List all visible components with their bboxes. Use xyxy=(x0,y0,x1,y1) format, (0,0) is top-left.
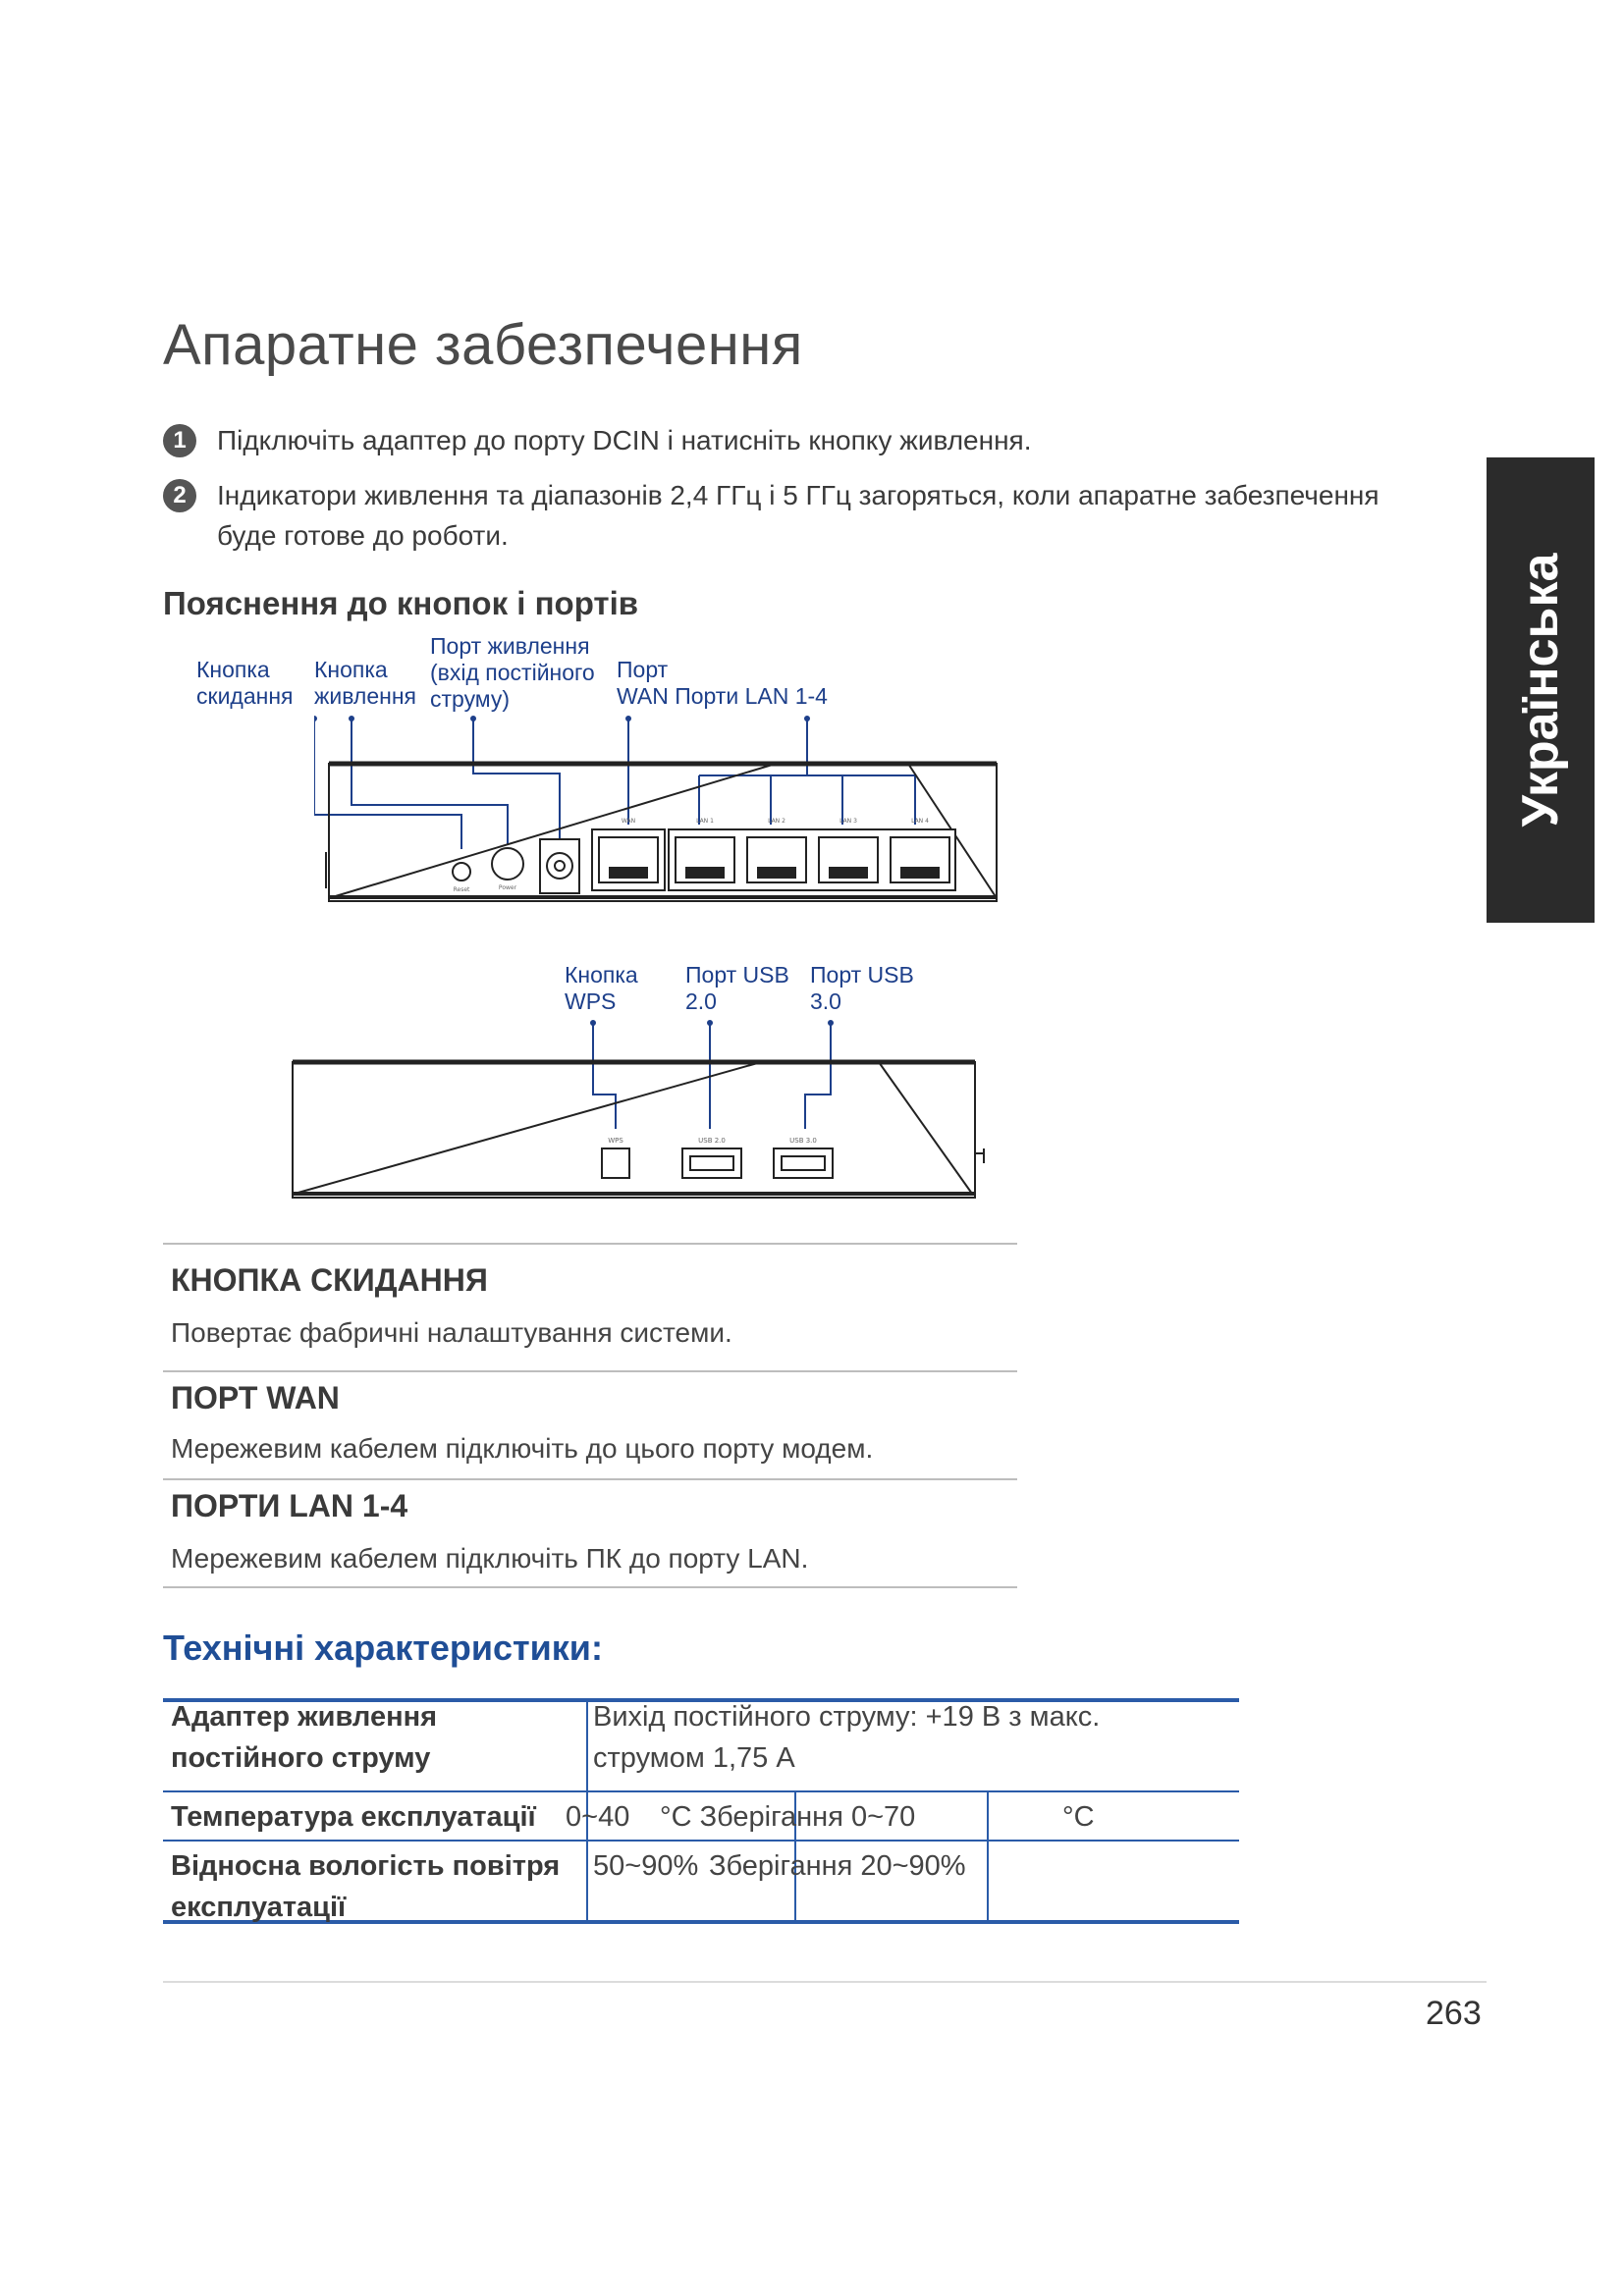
router-side-diagram xyxy=(285,1011,1011,1207)
power-button-shape xyxy=(492,848,523,880)
leader-wps xyxy=(593,1023,616,1129)
step-text-1: Підключіть адаптер до порту DCIN і натисніть кнопку живлення. xyxy=(217,425,1032,455)
spec-table-rule xyxy=(163,1840,1239,1842)
label-lan-ports: Порти LAN 1-4 xyxy=(675,683,828,709)
step-number-2: 2 xyxy=(163,479,196,512)
divider xyxy=(163,1370,1017,1372)
spec-value-temp-unit: °C xyxy=(1062,1801,1095,1833)
step-number-1: 1 xyxy=(163,424,196,457)
step-text-2: Індикатори живлення та діапазонів 2,4 ГГц і 5 ГГц загоряться, коли апаратне забезпечення xyxy=(217,480,1380,510)
def-text-reset: Повертає фабричні налаштування системи. xyxy=(171,1317,732,1348)
spec-value-temp-operating: 0~40 xyxy=(566,1801,630,1833)
label-power-button: Кнопка живлення xyxy=(314,657,416,709)
spec-value-adapter: Вихід постійного струму: +19 В з макс. струмом 1,75 А xyxy=(593,1701,1101,1774)
spec-label-humidity: Відносна вологість повітря експлуатації xyxy=(171,1850,561,1923)
leader-power xyxy=(352,719,508,844)
spec-value-humidity-storage: Зберігання 20~90% xyxy=(709,1850,966,1882)
language-tab xyxy=(1487,457,1595,923)
spec-label-temperature: Температура експлуатації xyxy=(171,1801,536,1833)
leader-reset xyxy=(314,719,461,849)
step-text-2-cont: буде готове до роботи. xyxy=(217,520,509,551)
label-usb2-port: Порт USB 2.0 xyxy=(685,962,789,1014)
silk-wan: WAN xyxy=(621,818,636,825)
silk-lan3: LAN 3 xyxy=(839,818,857,825)
leader-usb3 xyxy=(805,1023,831,1129)
leader-dc xyxy=(473,719,560,839)
label-usb3-port: Порт USB 3.0 xyxy=(810,962,914,1014)
divider xyxy=(163,1586,1017,1588)
label-reset-button: Кнопка скидання xyxy=(196,657,294,709)
ports-section-title: Пояснення до кнопок і портів xyxy=(163,585,639,621)
leader-lan xyxy=(699,719,915,825)
silk-lan2: LAN 2 xyxy=(768,818,785,825)
router-rear-diagram xyxy=(314,707,1021,913)
wps-button-shape xyxy=(602,1148,629,1178)
language-tab-label: Українська xyxy=(1512,553,1569,828)
silk-reset: Reset xyxy=(453,886,470,893)
reset-button-hole xyxy=(453,863,470,881)
divider xyxy=(163,1478,1017,1480)
silk-lan4: LAN 4 xyxy=(911,818,929,825)
def-heading-reset: КНОПКА СКИДАННЯ xyxy=(171,1262,488,1298)
label-wan-port: Порт WAN Порти LAN 1-4 xyxy=(617,657,828,709)
page-title: Апаратне забезпечення xyxy=(163,313,803,377)
silk-wps: WPS xyxy=(608,1137,623,1145)
silk-lan1: LAN 1 xyxy=(696,818,714,825)
page-number: 263 xyxy=(1426,1995,1482,2032)
divider xyxy=(163,1243,1017,1245)
silk-usb3: USB 3.0 xyxy=(789,1137,817,1145)
def-heading-lan: ПОРТИ LAN 1-4 xyxy=(171,1488,408,1523)
label-dc-port: Порт живлення (вхід постійного струму) xyxy=(430,633,595,712)
specs-title: Технічні характеристики: xyxy=(163,1628,603,1668)
def-text-lan: Мережевим кабелем підключіть ПК до порту LAN. xyxy=(171,1543,809,1574)
def-text-wan: Мережевим кабелем підключіть до цього порту модем. xyxy=(171,1433,874,1464)
silk-usb2: USB 2.0 xyxy=(698,1137,726,1145)
spec-value-temp-storage: °C Зберігання 0~70 xyxy=(660,1801,916,1833)
spec-label-adapter: Адаптер живлення постійного струму xyxy=(171,1701,438,1774)
def-heading-wan: ПОРТ WAN xyxy=(171,1380,340,1415)
spec-col-divider xyxy=(987,1792,989,1920)
spec-table-rule xyxy=(163,1790,1239,1792)
silk-power: Power xyxy=(498,884,517,891)
footer-rule xyxy=(163,1981,1487,1983)
label-wps-button: Кнопка WPS xyxy=(565,962,638,1014)
spec-value-humidity-operating: 50~90% xyxy=(593,1850,699,1882)
